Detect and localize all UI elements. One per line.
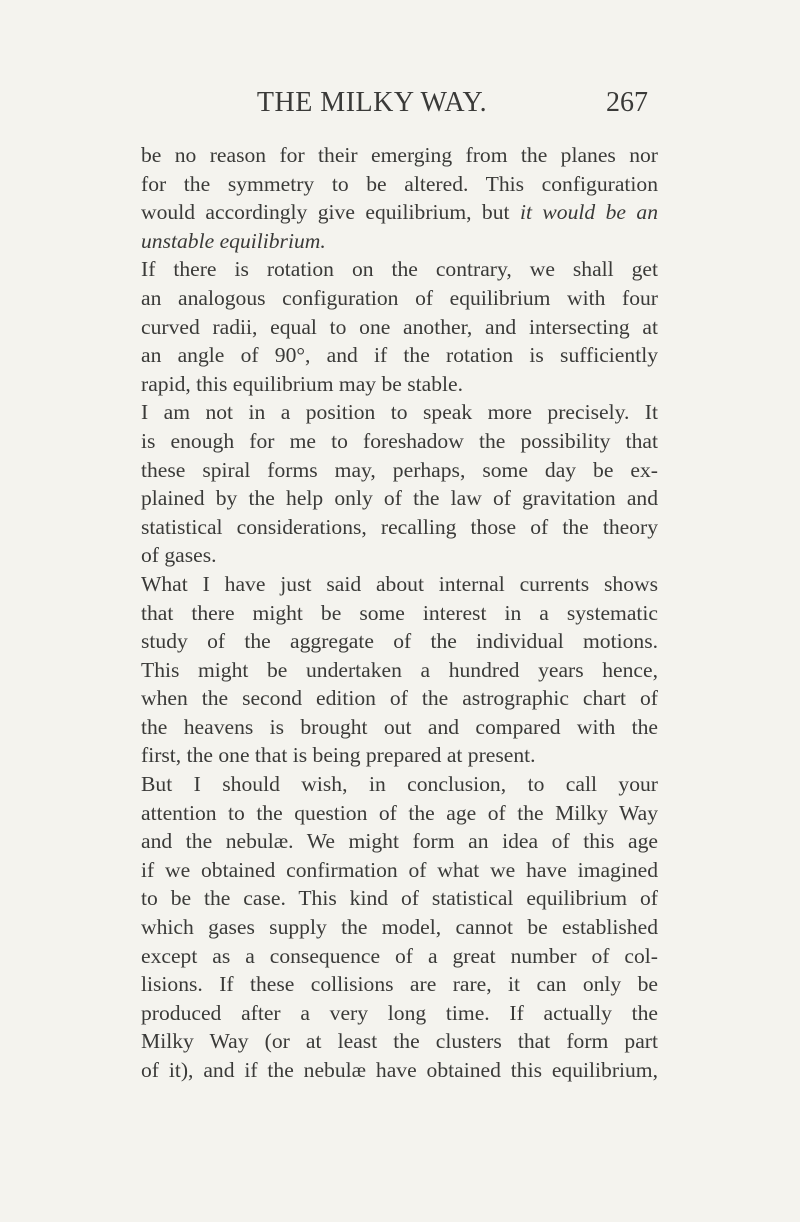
text-line (141, 970, 658, 999)
text-line (141, 570, 658, 599)
text-line (141, 284, 658, 313)
text-line-content: be no reason for their emerging from the planes nor (141, 143, 658, 167)
text-line (141, 1027, 658, 1056)
text-line-content: of it), and if the nebulæ have obtained this equilibrium, (141, 1058, 658, 1082)
text-line-content: for the symmetry to be altered. This configuration (141, 171, 658, 196)
text-line-content: rapid, this equilibrium may be stable. (141, 371, 464, 396)
text-line (141, 799, 658, 828)
text-line-content: This might be undertaken a hundred years hence, (141, 657, 658, 682)
text-line (141, 313, 658, 342)
text-line-content: that there might be some interest in a systematic (141, 600, 658, 625)
text-line (141, 627, 658, 656)
text-line (141, 170, 658, 199)
text-line (141, 255, 658, 284)
body-text (141, 141, 658, 1085)
text-line-content: What I have just said about internal currents shows (141, 571, 658, 596)
text-line (141, 1056, 658, 1085)
text-line (141, 913, 658, 942)
text-line-content: If there is rotation on the contrary, we shall get (141, 257, 658, 282)
text-line (141, 198, 658, 227)
text-line-content: plained by the help only of the law of gravitation and (141, 486, 658, 511)
text-line-content: would accordingly give equilibrium, but (141, 200, 510, 225)
text-line-content: attention to the question of the age of the Milky Way (141, 800, 658, 825)
italic-text: unstable equilibrium. (141, 228, 326, 253)
text-line-content: an analogous configuration of equilibrium with four (141, 285, 658, 310)
running-head (140, 86, 660, 126)
text-line (141, 141, 658, 170)
text-line-content: if we obtained confirmation of what we have imagined (141, 857, 658, 882)
text-line-content: the heavens is brought out and compared with the (141, 714, 658, 739)
text-line (141, 942, 658, 971)
text-line (141, 999, 658, 1028)
text-line-content: study of the aggregate of the individual motions. (141, 629, 658, 654)
text-line-content: except as a consequence of a great number of col- (141, 943, 658, 968)
text-line-content: when the second edition of the astrographic chart of (141, 686, 658, 711)
text-line (141, 427, 658, 456)
text-line (141, 341, 658, 370)
text-line-content: of gases. (141, 543, 217, 568)
text-line (141, 541, 658, 570)
text-line (141, 741, 658, 770)
text-line (141, 513, 658, 542)
text-line-content: But I should wish, in conclusion, to call your (141, 772, 658, 797)
running-title: THE MILKY WAY. (256, 87, 488, 118)
text-line (141, 856, 658, 885)
text-line (141, 599, 658, 628)
text-line-content: I am not in a position to speak more precisely. It (141, 400, 658, 425)
text-line-content: is enough for me to foreshadow the possibility that (141, 428, 658, 453)
text-line (141, 398, 658, 427)
text-line-content: which gases supply the model, cannot be established (141, 915, 658, 940)
text-line (141, 884, 658, 913)
page-number: 267 (606, 87, 648, 118)
italic-text: it would be an (509, 200, 658, 225)
text-line-content: and the nebulæ. We might form an idea of this age (141, 829, 658, 854)
text-line-content: these spiral forms may, perhaps, some day be ex- (141, 457, 658, 482)
text-line-content: an angle of 90°, and if the rotation is sufficiently (141, 343, 658, 368)
text-line (141, 370, 658, 399)
text-line (141, 770, 658, 799)
text-line (141, 227, 658, 256)
text-line-content: to be the case. This kind of statistical equilibrium of (141, 886, 658, 911)
text-line-content: produced after a very long time. If actually the (141, 1000, 658, 1025)
text-line (141, 456, 658, 485)
text-line-content: curved radii, equal to one another, and intersecting at (141, 314, 658, 339)
text-line (141, 684, 658, 713)
text-line (141, 827, 658, 856)
text-line-content: Milky Way (or at least the clusters that form part (141, 1029, 658, 1054)
text-line-content: lisions. If these collisions are rare, it can only be (141, 972, 658, 997)
text-line (141, 484, 658, 513)
text-line (141, 656, 658, 685)
text-line-content: statistical considerations, recalling those of the theory (141, 514, 658, 539)
text-line-content: first, the one that is being prepared at present. (141, 743, 536, 768)
text-line (141, 713, 658, 742)
